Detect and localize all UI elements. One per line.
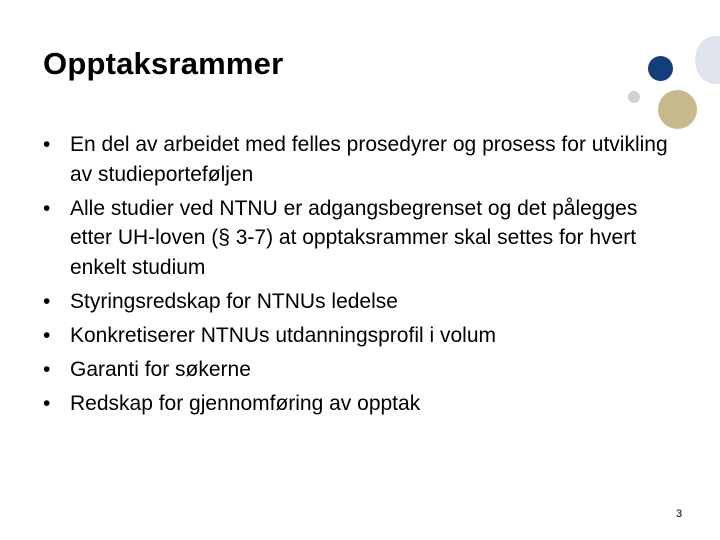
bullet-text: Redskap for gjennomføring av opptak (70, 391, 421, 415)
bullet-text: Garanti for søkerne (70, 357, 251, 381)
bullet-marker: • (43, 357, 51, 381)
slide-title: Opptaksrammer (43, 46, 284, 81)
bullet-item (43, 130, 683, 189)
bullet-item (43, 287, 683, 317)
bullet-text: Konkretiserer NTNUs utdanningsprofil i volum (70, 323, 496, 347)
bullet-marker: • (43, 391, 51, 415)
bullet-item (43, 355, 683, 385)
bullet-text: Styringsredskap for NTNUs ledelse (70, 289, 398, 313)
bullet-item (43, 321, 683, 351)
bullet-marker: • (43, 133, 51, 156)
decorative-circle-light-gray (628, 91, 640, 103)
bullet-text: Alle studier ved NTNU er adgangsbegrenset og det pålegges etter UH-loven (§ 3-7) at opptaksrammer skal settes for hvert enkelt studium (70, 196, 638, 279)
bullet-item (43, 389, 683, 419)
bullet-text: En del av arbeidet med felles prosedyrer og prosess for utvikling av studieporteføljen (70, 133, 668, 186)
bullet-marker: • (43, 196, 51, 220)
bullet-item (43, 194, 683, 283)
decorative-circle-gold (658, 90, 697, 129)
decorative-circle-navy (648, 56, 673, 81)
page-number: 3 (676, 508, 683, 520)
bullet-marker: • (43, 323, 51, 347)
decorative-circle-pale-blue (695, 36, 720, 84)
bullet-list (43, 130, 683, 423)
bullet-marker: • (43, 289, 51, 313)
